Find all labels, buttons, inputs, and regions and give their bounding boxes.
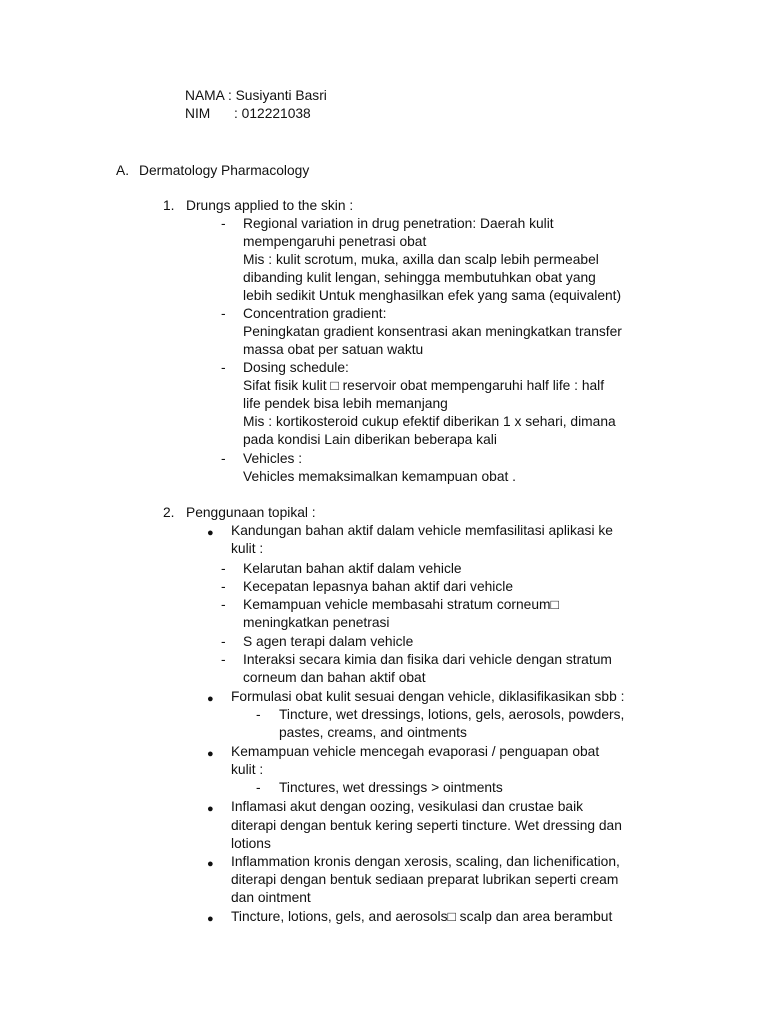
text-line: Inflammation kronis dengan xerosis, scaling, dan lichenification, bbox=[231, 854, 620, 869]
text-line: Formulasi obat kulit sesuai dengan vehicle, diklasifikasikan sbb : bbox=[231, 689, 625, 704]
text-line: Mis : kulit scrotum, muka, axilla dan scalp lebih permeabel bbox=[243, 252, 599, 267]
text-line: dibanding kulit lengan, sehingga membutuhkan obat yang bbox=[243, 270, 596, 285]
nama-label: NAMA bbox=[185, 88, 225, 103]
text-line: Dosing schedule: bbox=[243, 360, 349, 375]
section-a-marker: A. bbox=[116, 163, 130, 178]
text-line: life pendek bisa lebih memanjang bbox=[243, 396, 448, 411]
dash-marker: - bbox=[221, 579, 226, 594]
nim-line bbox=[185, 105, 210, 123]
nama-value: Susiyanti Basri bbox=[235, 88, 327, 103]
dash-marker: - bbox=[221, 597, 226, 612]
item2-title: Penggunaan topikal : bbox=[186, 505, 316, 520]
text-line: corneum dan bahan aktif obat bbox=[243, 670, 426, 685]
text-line: pada kondisi Lain diberikan beberapa kali bbox=[243, 432, 497, 447]
name-line: NAMA : Susiyanti Basri bbox=[185, 88, 327, 103]
text-line: Regional variation in drug penetration: Daerah kulit bbox=[243, 216, 554, 231]
dash-marker: - bbox=[256, 707, 261, 722]
text-line: Mis : kortikosteroid cukup efektif diberikan 1 x sehari, dimana bbox=[243, 414, 616, 429]
text-line: Interaksi secara kimia dan fisika dari vehicle dengan stratum bbox=[243, 652, 612, 667]
nim-value: 012221038 bbox=[241, 106, 311, 121]
text-line: Tincture, lotions, gels, and aerosols□ scalp dan area berambut bbox=[231, 909, 613, 924]
text-line: Vehicles memaksimalkan kemampuan obat . bbox=[243, 469, 517, 484]
bullet-marker: ● bbox=[207, 858, 214, 870]
bullet-marker: ● bbox=[207, 693, 214, 705]
item1-marker: 1. bbox=[163, 198, 175, 213]
text-line: Inflamasi akut dengan oozing, vesikulasi dan crustae baik bbox=[231, 799, 584, 814]
text-line: Sifat fisik kulit □ reservoir obat mempengaruhi half life : half bbox=[243, 378, 605, 393]
dash-marker: - bbox=[256, 780, 261, 795]
text-line: Kecepatan lepasnya bahan aktif dari vehicle bbox=[243, 579, 513, 594]
text-line: Peningkatan gradient konsentrasi akan meningkatkan transfer bbox=[243, 324, 622, 339]
item2-marker: 2. bbox=[163, 505, 175, 520]
text-line: meningkatkan penetrasi bbox=[243, 615, 390, 630]
text-line: massa obat per satuan waktu bbox=[243, 342, 424, 357]
bullet-marker: ● bbox=[207, 527, 214, 539]
nim-value-line: : 012221038 bbox=[234, 106, 311, 121]
text-line: Kandungan bahan aktif dalam vehicle memfasilitasi aplikasi ke bbox=[231, 523, 613, 538]
text-line: lebih sedikit Untuk menghasilkan efek yang sama (equivalent) bbox=[243, 288, 622, 303]
text-line: kulit : bbox=[231, 762, 264, 777]
text-line: Tincture, wet dressings, lotions, gels, aerosols, powders, bbox=[279, 707, 625, 722]
bullet-marker: ● bbox=[207, 803, 214, 815]
dash-marker: - bbox=[221, 306, 226, 321]
text-line: Concentration gradient: bbox=[243, 306, 387, 321]
text-line: lotions bbox=[231, 836, 271, 851]
text-line: Tinctures, wet dressings > ointments bbox=[279, 780, 503, 795]
nim-label: NIM bbox=[185, 106, 211, 121]
text-line: mempengaruhi penetrasi obat bbox=[243, 234, 427, 249]
text-line: Vehicles : bbox=[243, 451, 303, 466]
dash-marker: - bbox=[221, 652, 226, 667]
bullet-marker: ● bbox=[207, 748, 214, 760]
dash-marker: - bbox=[221, 634, 226, 649]
section-a-title: Dermatology Pharmacology bbox=[139, 163, 310, 178]
text-line: Kelarutan bahan aktif dalam vehicle bbox=[243, 561, 462, 576]
dash-marker: - bbox=[221, 561, 226, 576]
dash-marker: - bbox=[221, 451, 226, 466]
text-line: diterapi dengan bentuk kering seperti tincture. Wet dressing dan bbox=[231, 818, 622, 833]
text-line: pastes, creams, and ointments bbox=[279, 725, 467, 740]
text-line: kulit : bbox=[231, 541, 264, 556]
item1-title: Drungs applied to the skin : bbox=[186, 198, 354, 213]
dash-marker: - bbox=[221, 216, 226, 231]
text-line: S agen terapi dalam vehicle bbox=[243, 634, 414, 649]
text-line: Kemampuan vehicle membasahi stratum corneum□ bbox=[243, 597, 559, 612]
text-line: Kemampuan vehicle mencegah evaporasi / penguapan obat bbox=[231, 744, 600, 759]
text-line: diterapi dengan bentuk sediaan preparat lubrikan seperti cream bbox=[231, 872, 619, 887]
bullet-marker: ● bbox=[207, 913, 214, 925]
text-line: dan ointment bbox=[231, 890, 311, 905]
dash-marker: - bbox=[221, 360, 226, 375]
